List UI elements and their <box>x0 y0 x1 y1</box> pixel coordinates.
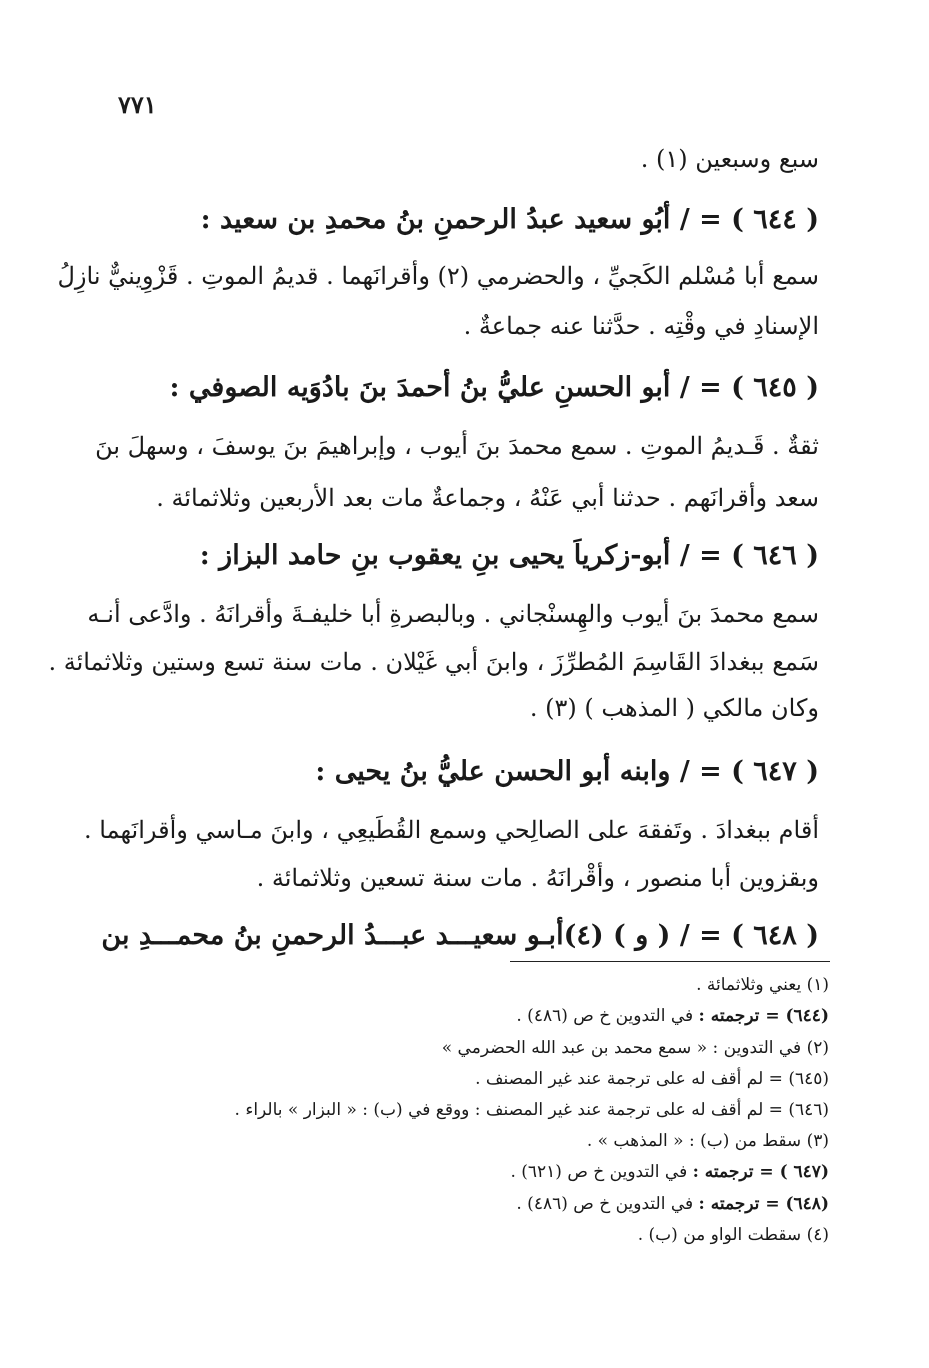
footnote-text: (٦٤٥) = لم أقف له على ترجمة عند غير المصنف . <box>475 1069 829 1089</box>
entry-645-line-2: سعد وأقرانَهم . حدثنا أبي عَنْهُ ، وجماعةٌ مات بعد الأربعين وثلاثمائة . <box>156 484 819 512</box>
entry-644-line-2: الإسنادِ في وقْتِه . حدَّثنا عنه جماعةٌ . <box>463 312 819 340</box>
entry-645-line-1: ثقةٌ . قَـديمُ الموتِ . سمع محمدَ بنَ أيوب ، وإبراهيمَ بنَ يوسفَ ، وسهلَ بنَ <box>95 432 819 460</box>
opening-line: سبع وسبعين (١) . <box>640 145 819 173</box>
page-number: ٧٧١ <box>118 90 157 119</box>
footnote-5 <box>235 1100 829 1120</box>
footnote-label: (٦٤٧ ) = ترجمته : <box>692 1162 829 1182</box>
footnote-3 <box>442 1038 829 1058</box>
footnote-text: (١) يعني وثلاثمائة . <box>696 975 829 995</box>
footnote-text: في التدوين خ ص (٤٨٦) . <box>516 1194 699 1214</box>
footnote-text: (٤) سقطت الواو من (ب) . <box>637 1225 829 1245</box>
entry-646-line-3: وكان مالكي ( المذهب ) (٣) . <box>529 694 819 722</box>
entry-648-heading: ( ٦٤٨ ) = / ( و ) (٤)أبـو سعيـــد عبـــدُ الرحمنِ بنُ محمـــدِ بن <box>101 920 819 951</box>
footnote-label: (٦٤٨) = ترجمته : <box>698 1194 829 1214</box>
entry-647-line-2: وبقزوين أبا منصور ، وأقْرانَهُ . مات سنة تسعين وثلاثمائة . <box>256 864 819 892</box>
entry-646-line-2: سَمع ببغدادَ القَاسِمَ المُطرِّزَ ، وابنَ أبي غَيْلان . مات سنة تسع وستين وثلاثمائة . <box>48 648 819 676</box>
footnote-text: (٦٤٦) = لم أقف له على ترجمة عند غير المصنف : ووقع في (ب) : « البزار » بالراء . <box>234 1100 829 1120</box>
footnote-7 <box>510 1162 829 1182</box>
footnote-label: (٦٤٤) = ترجمته : <box>698 1006 829 1026</box>
footnote-4 <box>475 1069 829 1089</box>
footnote-8 <box>516 1194 829 1214</box>
footnote-separator <box>510 961 830 962</box>
footnote-text: في التدوين خ ص (٦٢١) . <box>510 1162 693 1182</box>
footnote-6 <box>587 1131 829 1151</box>
entry-647-heading: ( ٦٤٧ ) = / وابنه أبو الحسن عليُّ بنُ يحيى : <box>315 756 819 787</box>
footnote-text: (٢) في التدوين : « سمع محمد بن عبد الله الحضرمي » <box>441 1038 829 1058</box>
entry-646-heading: ( ٦٤٦ ) = / أبو-زكرياَ يحيى بنِ يعقوب بنِ حامد البزاز : <box>199 540 819 571</box>
footnote-9 <box>638 1225 829 1245</box>
entry-646-line-1: سمع محمدَ بنَ أيوب والهِسنْجاني . وبالبصرةِ أبا خليفـةَ وأقرانَهُ . وادَّعى أنـه <box>87 600 819 628</box>
footnote-2 <box>516 1006 829 1026</box>
footnote-text: في التدوين خ ص (٤٨٦) . <box>516 1006 699 1026</box>
entry-647-line-1: أقام ببغدادَ . وتَفقهَ على الصالِحي وسمع القُطَيعِي ، وابنَ مـاسي وأقرانَهما . <box>84 816 819 844</box>
entry-644-line-1: سمع أبا مُسْلم الكَجيِّ ، والحضرمي (٢) وأقرانَهما . قديمُ الموتِ . قَزْوِينيٌّ نازِلُ <box>57 262 819 290</box>
entry-644-heading: ( ٦٤٤ ) = / أبُو سعيد عبدُ الرحمنِ بنُ محمدِ بن سعيد : <box>200 204 819 235</box>
footnote-text: (٣) سقط من (ب) : « المذهب » . <box>586 1131 829 1151</box>
entry-645-heading: ( ٦٤٥ ) = / أبو الحسنِ عليُّ بنُ أحمدَ بنَ بادُوَيه الصوفي : <box>169 372 819 403</box>
footnote-1 <box>696 975 829 995</box>
